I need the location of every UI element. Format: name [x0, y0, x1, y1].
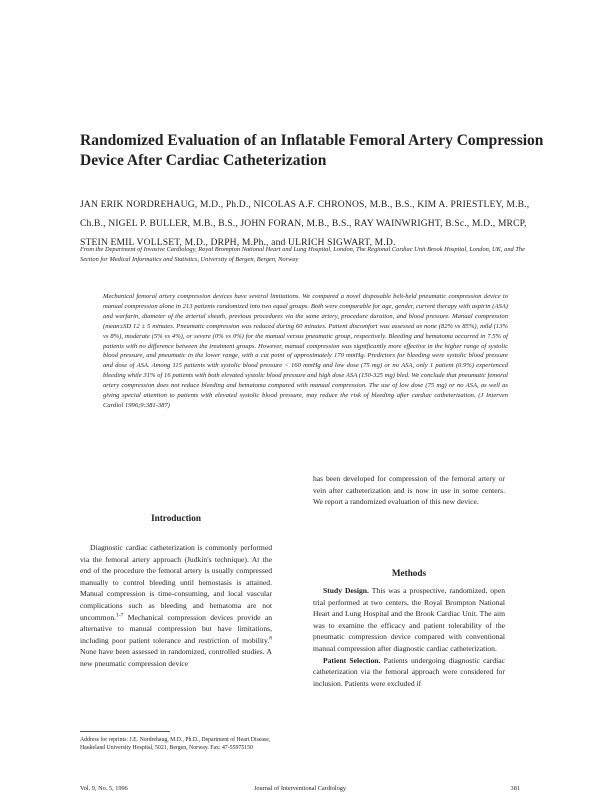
introduction-continuation-text: has been developed for compression of the femoral artery or vein after catheterization and is now in use in some centers. We report a randomized evaluation of this new device.	[313, 474, 505, 507]
introduction-heading: Introduction	[151, 513, 201, 523]
intro-text-b: Mechanical compression devices provide an alternative to manual compression but have limitations, including poor patient tolerance and restriction of mobility.	[80, 612, 272, 645]
abstract: Mechanical femoral artery compression devices have several limitations. We compared a novel disposable belt-held pneumatic compression device to manual compression alone in 213 patients randomized into two equal groups. Both were comparable for age, gender, current therapy with aspirin (ASA) and warfarin, diameter of the arterial sheath, previous procedures via the same artery, procedure duration, and blood pressure. Manual compression (mean±SD 12 ± 5 minutes. Pneumatic compression was reduced during 60 minutes. Patient discomfort was assessed as none (82% vs 85%), mild (13% vs 8%), moderate (5% vs 4%), or severe (0% vs 0%) for the manual versus pneumatic group, respectively. Bleeding and hematoma occurred in 7.5% of patients with no difference between the treatment groups. However, manual compression was significantly more effective in the higher range of systolic blood pressure, and pneumatic in the lower range, with a cut point of approximately 170 mmHg. Predictors for bleeding were systolic blood pressure and dose of ASA. Among 115 patients with systolic blood pressure < 160 mmHg and low dose (75 mg) or no ASA, only 1 patient (0.9%) experienced bleeding while 31% of 16 patients with both elevated systolic blood pressure and high dose ASA (150-325 mg) bled. We conclude that pneumatic femoral artery compression does not reduce bleeding and hematoma compared with manual compression. The use of low dose (75 mg) or no ASA, as well as giving special attention to patients with elevated systolic blood pressure, may reduce the risk of bleeding after cardiac catheterization. (J Interven Cardiol 1996;9:381-387)	[103, 293, 508, 409]
footer-journal: Journal of Interventional Cardiology	[253, 785, 347, 792]
study-design-paragraph	[313, 585, 505, 655]
introduction-paragraph	[80, 542, 272, 670]
article-title: Randomized Evaluation of an Inflatable Femoral Artery Compression Device After Cardiac Catheterization	[80, 132, 544, 169]
study-design-label: Study Design.	[323, 586, 369, 595]
intro-text-c: None have been assessed in randomized, controlled studies. A new pneumatic compression device	[80, 647, 272, 668]
patient-selection-paragraph	[313, 655, 505, 690]
patient-selection-text: Patients undergoing diagnostic cardiac catheterization via the femoral approach were considered for inclusion. Patients were excluded if	[313, 655, 505, 688]
footer-volume: Vol. 9, No. 5, 1996	[80, 785, 128, 792]
reprint-footnote: Address for reprints: J.E. Nordrehaug, M.D., Ph.D., Department of Heart Disease, Haukeland University Hospital, 5021, Bergen, Norway. Fax: 47-55975150	[80, 737, 271, 752]
footer-page-number: 381	[510, 785, 520, 792]
citation-superscript: 8	[269, 635, 272, 642]
author-list: JAN ERIK NORDREHAUG, M.D., Ph.D., NICOLAS A.F. CHRONOS, M.B., B.S., KIM A. PRIESTLEY, M.B., Ch.B., NIGEL P. BULLER, M.B., B.S., JOHN FORAN, M.B., B.S., RAY WAINWRIGHT, B.Sc., M.D., MRCP, STEIN EMIL VOLLSET, M.D., DRPH, M.Ph., and ULRICH SIGWART, M.D.	[80, 199, 530, 248]
citation-superscript: 1-7	[116, 612, 124, 619]
methods-body	[313, 585, 505, 689]
footnote-divider	[80, 731, 170, 732]
methods-heading: Methods	[391, 568, 427, 578]
introduction-continuation	[313, 473, 505, 508]
patient-selection-label: Patient Selection.	[323, 655, 381, 665]
intro-text-a: Diagnostic cardiac catheterization is commonly performed via the femoral artery approach (Judkin's technique). At the end of the procedure the femoral artery is usually compressed manually to control bleeding until hemostasis is attained. Manual compression is time-consuming, and local vascular complications such as bleeding and hematoma are not uncommon.	[80, 543, 272, 622]
introduction-body	[80, 542, 272, 670]
affiliation: From the Department of Invasive Cardiology, Royal Brompton National Heart and Lung Hospital, London, The Regional Cardiac Unit Brook Hospital, London, UK, and The Section for Medical Informatics and Statistics, University of Bergen, Bergen, Norway	[80, 246, 525, 263]
study-design-text: This was a prospective, randomized, open trial performed at two centers, the Royal Brompton National Heart and Lung Hospital and the Brook Cardiac Unit. The aim was to examine the efficacy and patient tolerability of the pneumatic compression device compared with conventional manual compression after diagnostic cardiac catheterization.	[313, 586, 506, 653]
